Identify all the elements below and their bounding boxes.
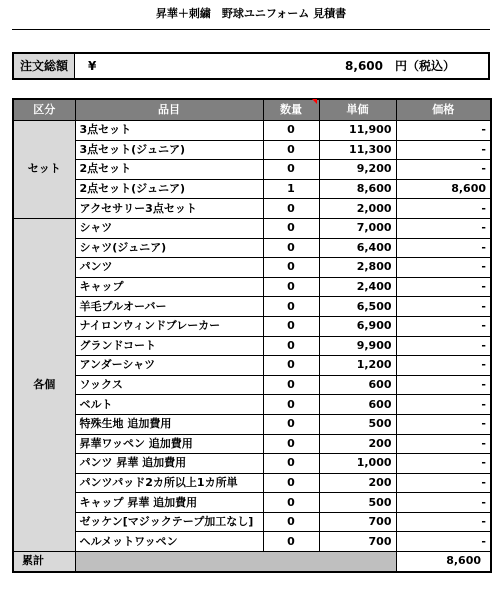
order-total-amount: 8,600 — [345, 59, 383, 73]
price-cell: - — [396, 512, 491, 532]
quantity-cell[interactable]: 0 — [263, 336, 319, 356]
unit-price-cell: 6,500 — [319, 297, 396, 317]
table-row — [13, 297, 491, 317]
unit-price-cell: 9,200 — [319, 160, 396, 180]
unit-price-cell: 1,200 — [319, 356, 396, 376]
price-cell: - — [396, 258, 491, 278]
quantity-cell[interactable]: 0 — [263, 493, 319, 513]
header-quantity: 数量 — [263, 99, 319, 121]
category-cell: セット — [13, 121, 75, 219]
item-name-cell: ナイロンウィンドブレーカー — [75, 316, 263, 336]
price-cell: - — [396, 434, 491, 454]
price-cell: - — [396, 277, 491, 297]
table-row — [13, 375, 491, 395]
total-row — [13, 552, 491, 572]
item-name-cell: パンツ — [75, 258, 263, 278]
price-cell: - — [396, 414, 491, 434]
table-row — [13, 454, 491, 474]
price-cell: 8,600 — [396, 179, 491, 199]
unit-price-cell: 9,900 — [319, 336, 396, 356]
unit-price-cell: 2,000 — [319, 199, 396, 219]
quantity-cell[interactable]: 0 — [263, 121, 319, 141]
price-cell: - — [396, 454, 491, 474]
item-name-cell: パンツ 昇華 追加費用 — [75, 454, 263, 474]
price-cell: - — [396, 375, 491, 395]
item-name-cell: グランドコート — [75, 336, 263, 356]
quantity-cell[interactable]: 0 — [263, 160, 319, 180]
quantity-cell[interactable]: 0 — [263, 238, 319, 258]
quantity-cell[interactable]: 0 — [263, 218, 319, 238]
quantity-cell[interactable]: 0 — [263, 395, 319, 415]
unit-price-cell: 6,400 — [319, 238, 396, 258]
quantity-cell[interactable]: 0 — [263, 356, 319, 376]
table-header-row — [13, 99, 491, 121]
quantity-cell[interactable]: 0 — [263, 532, 319, 552]
unit-price-cell: 6,900 — [319, 316, 396, 336]
table-row — [13, 473, 491, 493]
quantity-cell[interactable]: 0 — [263, 199, 319, 219]
price-cell: - — [396, 356, 491, 376]
quantity-cell[interactable]: 0 — [263, 512, 319, 532]
unit-price-cell: 200 — [319, 434, 396, 454]
quantity-cell[interactable]: 0 — [263, 277, 319, 297]
table-row — [13, 199, 491, 219]
quantity-cell[interactable]: 0 — [263, 454, 319, 474]
table-row — [13, 160, 491, 180]
quantity-cell[interactable]: 0 — [263, 473, 319, 493]
table-row — [13, 532, 491, 552]
quantity-cell[interactable]: 0 — [263, 258, 319, 278]
header-item: 品目 — [75, 99, 263, 121]
quantity-cell[interactable]: 0 — [263, 140, 319, 160]
table-row — [13, 434, 491, 454]
table-row — [13, 258, 491, 278]
currency-symbol: ¥ — [88, 59, 97, 73]
table-row — [13, 218, 491, 238]
price-cell: - — [396, 473, 491, 493]
price-cell: - — [396, 199, 491, 219]
item-name-cell: キャップ — [75, 277, 263, 297]
unit-price-cell: 2,800 — [319, 258, 396, 278]
table-row — [13, 140, 491, 160]
header-unit-price: 単価 — [319, 99, 396, 121]
item-name-cell: ベルト — [75, 395, 263, 415]
item-name-cell: シャツ(ジュニア) — [75, 238, 263, 258]
table-row — [13, 395, 491, 415]
item-name-cell: 特殊生地 追加費用 — [75, 414, 263, 434]
item-name-cell: パンツパッド2カ所以上1カ所単 — [75, 473, 263, 493]
unit-price-cell: 8,600 — [319, 179, 396, 199]
quantity-cell[interactable]: 0 — [263, 434, 319, 454]
table-row — [13, 238, 491, 258]
table-row — [13, 336, 491, 356]
unit-price-cell: 11,300 — [319, 140, 396, 160]
total-label: 累計 — [13, 552, 75, 572]
table-row — [13, 356, 491, 376]
table-row — [13, 277, 491, 297]
unit-price-cell: 600 — [319, 395, 396, 415]
item-name-cell: ゼッケン[マジックテープ加工なし] — [75, 512, 263, 532]
table-row — [13, 179, 491, 199]
category-cell: 各個 — [13, 218, 75, 551]
price-cell: - — [396, 395, 491, 415]
unit-price-cell: 500 — [319, 493, 396, 513]
quantity-cell[interactable]: 0 — [263, 414, 319, 434]
price-cell: - — [396, 316, 491, 336]
item-name-cell: アクセサリー3点セット — [75, 199, 263, 219]
price-cell: - — [396, 297, 491, 317]
unit-price-cell: 11,900 — [319, 121, 396, 141]
price-cell: - — [396, 238, 491, 258]
item-name-cell: 羊毛プルオーバー — [75, 297, 263, 317]
item-name-cell: アンダーシャツ — [75, 356, 263, 376]
table-row — [13, 121, 491, 141]
item-name-cell: 3点セット — [75, 121, 263, 141]
table-body — [13, 121, 491, 552]
unit-price-cell: 700 — [319, 532, 396, 552]
unit-price-cell: 700 — [319, 512, 396, 532]
item-name-cell: キャップ 昇華 追加費用 — [75, 493, 263, 513]
unit-price-cell: 500 — [319, 414, 396, 434]
table-row — [13, 414, 491, 434]
item-name-cell: 3点セット(ジュニア) — [75, 140, 263, 160]
item-name-cell: 昇華ワッペン 追加費用 — [75, 434, 263, 454]
comment-indicator[interactable] — [312, 99, 317, 104]
order-total-unit: 円（税込） — [395, 59, 456, 73]
table-row — [13, 493, 491, 513]
page-title: 昇華＋刺繍 野球ユニフォーム 見積書 — [12, 4, 490, 30]
table-row — [13, 512, 491, 532]
quantity-cell[interactable]: 0 — [263, 316, 319, 336]
header-price: 価格 — [396, 99, 491, 121]
quote-table — [12, 98, 492, 573]
unit-price-cell: 1,000 — [319, 454, 396, 474]
quantity-cell[interactable]: 0 — [263, 375, 319, 395]
item-name-cell: シャツ — [75, 218, 263, 238]
quantity-cell[interactable]: 0 — [263, 297, 319, 317]
unit-price-cell: 7,000 — [319, 218, 396, 238]
item-name-cell: ヘルメットワッペン — [75, 532, 263, 552]
order-total-box — [12, 52, 490, 80]
item-name-cell: 2点セット — [75, 160, 263, 180]
unit-price-cell: 600 — [319, 375, 396, 395]
item-name-cell: 2点セット(ジュニア) — [75, 179, 263, 199]
quantity-cell[interactable]: 1 — [263, 179, 319, 199]
price-cell: - — [396, 121, 491, 141]
total-spacer — [75, 552, 396, 572]
price-cell: - — [396, 160, 491, 180]
table-row — [13, 316, 491, 336]
order-total-label: 注文総額 — [14, 54, 75, 78]
price-cell: - — [396, 336, 491, 356]
price-cell: - — [396, 532, 491, 552]
price-cell: - — [396, 493, 491, 513]
price-cell: - — [396, 218, 491, 238]
unit-price-cell: 200 — [319, 473, 396, 493]
header-category: 区分 — [13, 99, 75, 121]
price-cell: - — [396, 140, 491, 160]
item-name-cell: ソックス — [75, 375, 263, 395]
grand-total: 8,600 — [396, 552, 491, 572]
unit-price-cell: 2,400 — [319, 277, 396, 297]
